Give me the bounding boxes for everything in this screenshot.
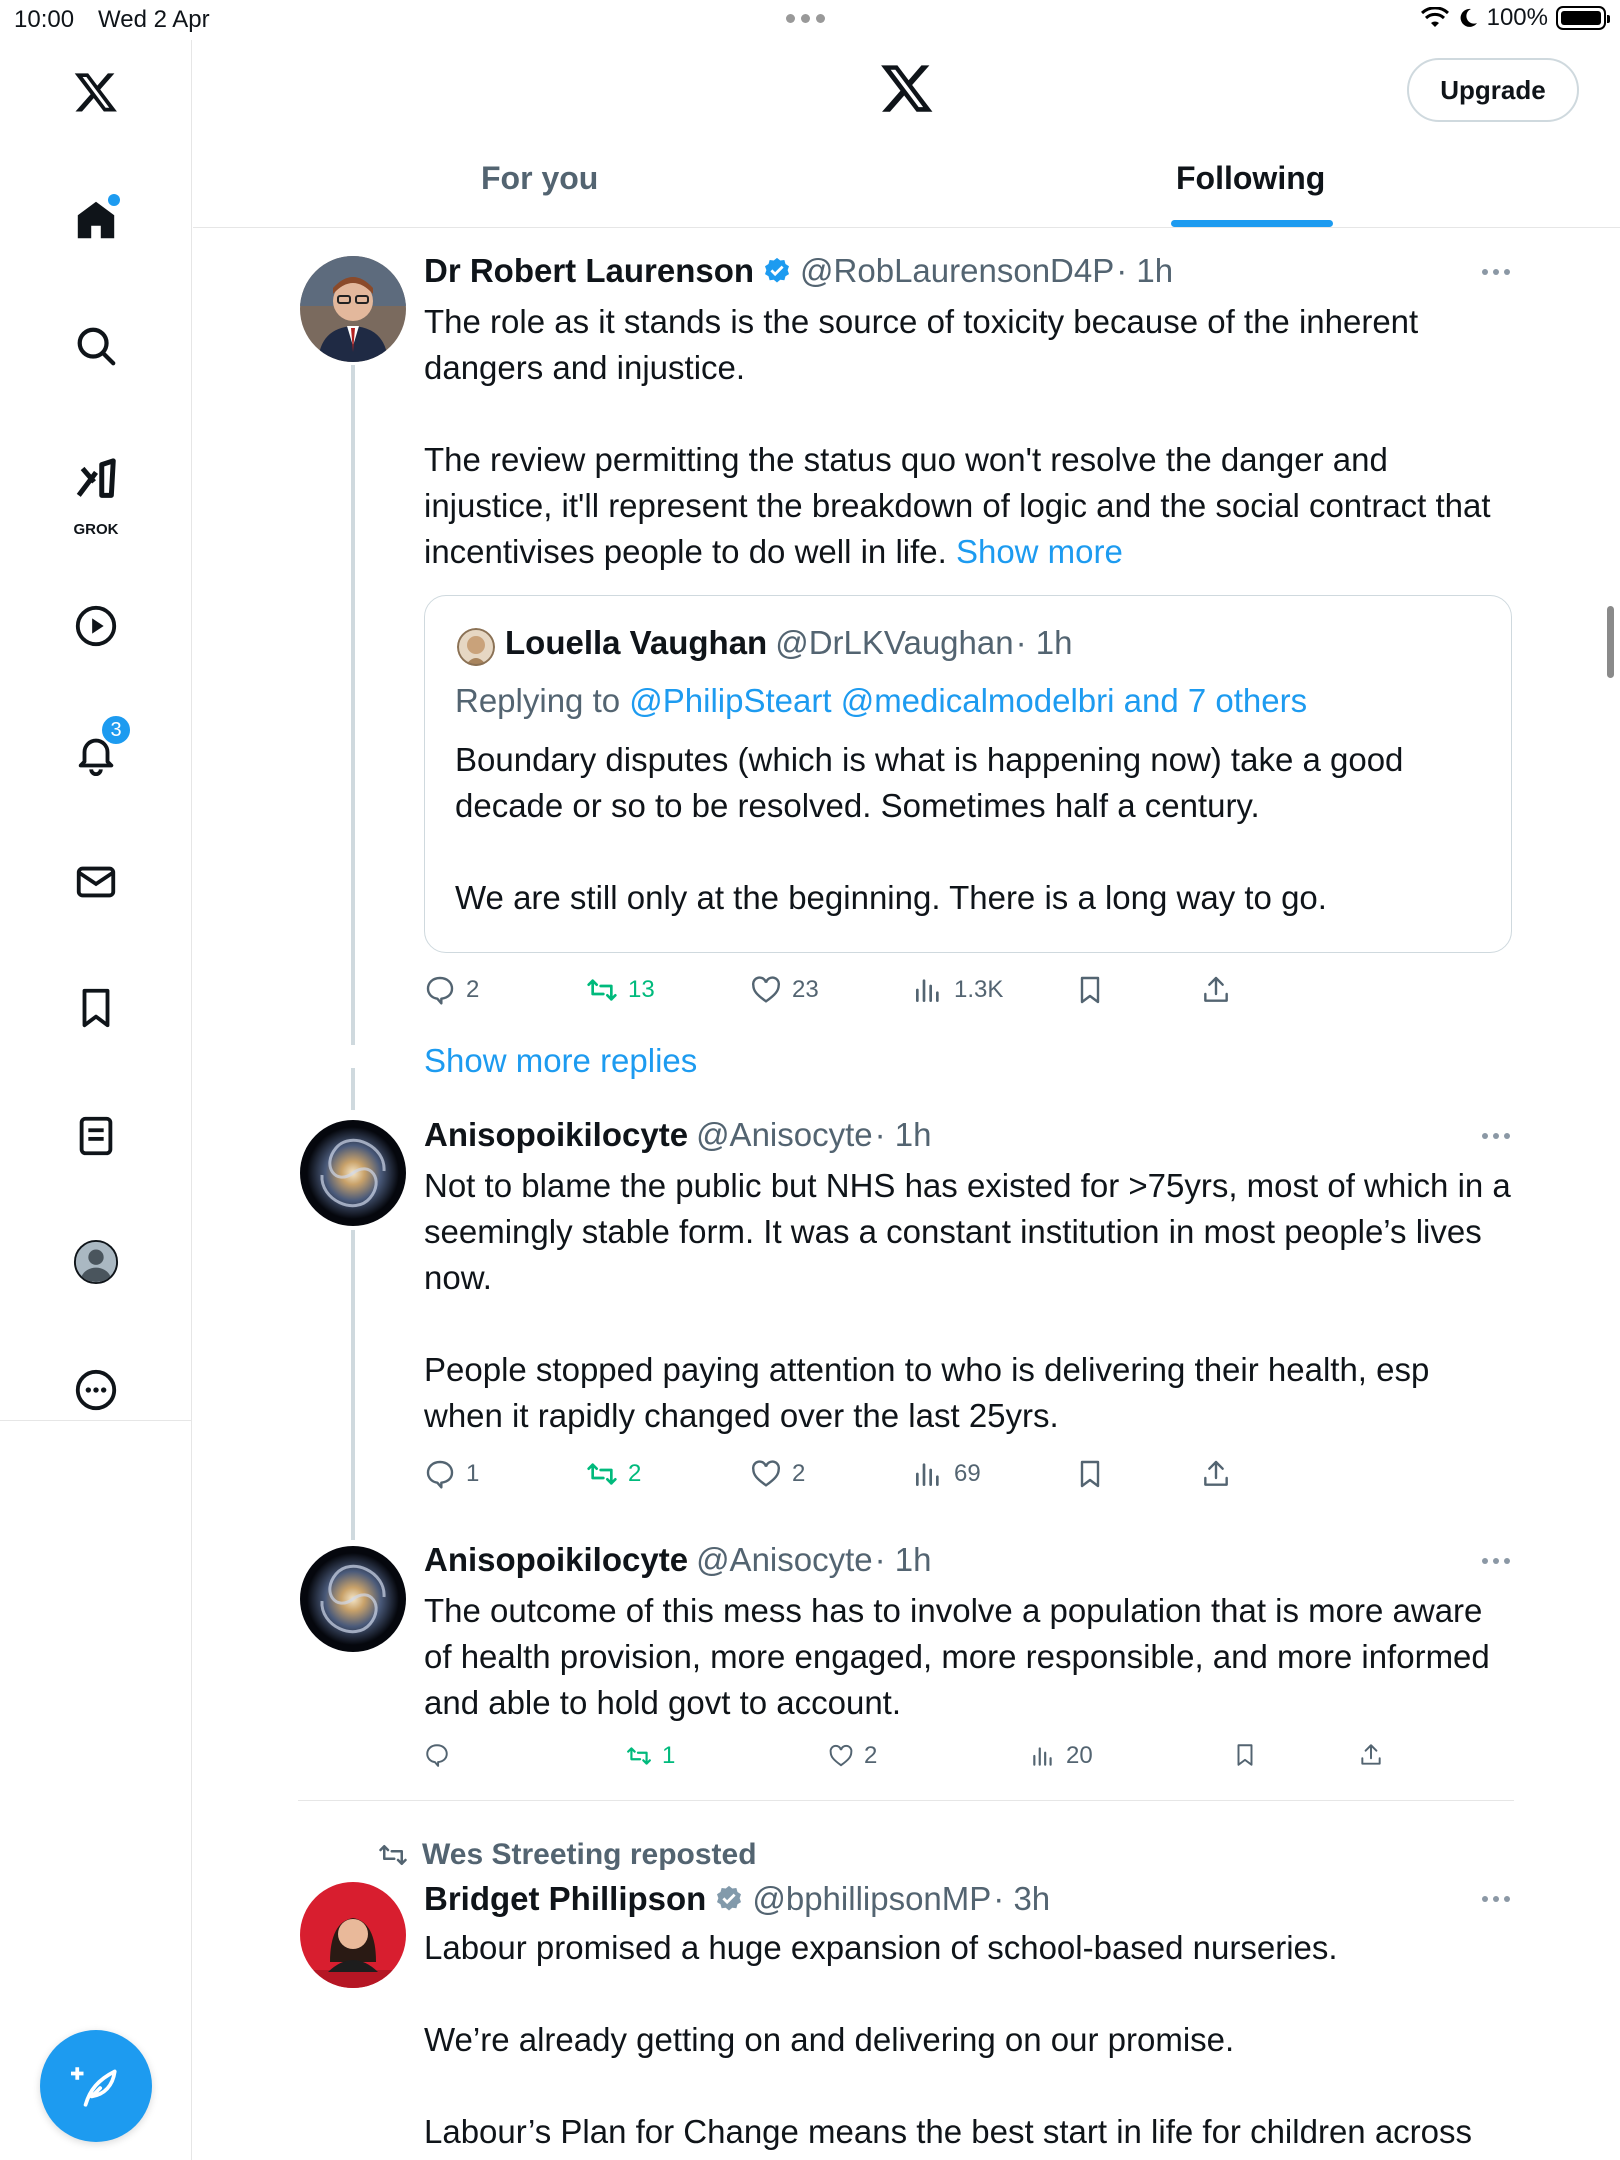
- reply-button[interactable]: [424, 974, 479, 1006]
- post-more-icon[interactable]: [1482, 269, 1510, 275]
- author-handle[interactable]: @bphillipsonMP: [752, 1880, 992, 1917]
- repost-count: 13: [628, 976, 655, 1003]
- grok-label: GROK: [73, 521, 119, 538]
- views-count: 20: [1066, 1742, 1093, 1769]
- views-button[interactable]: [912, 974, 1003, 1006]
- like-button[interactable]: [828, 1742, 877, 1770]
- thread-connector: [351, 1230, 355, 1540]
- like-count: 2: [792, 1460, 806, 1487]
- post-body: [424, 1925, 1514, 2155]
- avatar[interactable]: [300, 1882, 406, 1988]
- scrollbar-thumb[interactable]: [1607, 606, 1614, 678]
- author-name[interactable]: Anisopoikilocyte: [424, 1541, 689, 1578]
- post-paragraph: Not to blame the public but NHS has existed for >75yrs, most of which in a seemingly stable form. It was a constant institution in most people’s lives now.: [424, 1167, 1511, 1296]
- repost-icon: [586, 974, 618, 1006]
- heart-icon: [750, 1458, 782, 1490]
- post-divider: [298, 1800, 1514, 1801]
- post-time: · 1h: [1015, 624, 1073, 661]
- avatar[interactable]: [300, 1546, 406, 1652]
- battery-percent: 100%: [1486, 4, 1548, 31]
- thread-connector: [351, 365, 355, 1045]
- quote-body: [455, 737, 1495, 921]
- verified-badge-icon: [714, 1884, 744, 1914]
- views-count: 1.3K: [954, 976, 1004, 1003]
- tab-following[interactable]: Following: [1176, 160, 1326, 196]
- post-time: · 1h: [1116, 252, 1174, 289]
- quoted-post[interactable]: [424, 595, 1512, 953]
- author-handle[interactable]: @Anisocyte: [696, 1541, 873, 1578]
- like-count: 23: [792, 976, 819, 1003]
- repost-icon: [626, 1743, 652, 1769]
- post-paragraph: People stopped paying attention to who is delivering their health, esp when it rapidly changed over the last 25yrs.: [424, 1351, 1430, 1434]
- feather-plus-icon: [71, 2061, 121, 2111]
- like-count: 2: [864, 1742, 878, 1769]
- post-paragraph: The outcome of this mess has to involve a population that is more aware of health provision, more engaged, more responsible, and more informed and able to hold govt to account.: [424, 1592, 1490, 1721]
- reply-icon: [424, 974, 456, 1006]
- verified-badge-icon: [762, 256, 792, 286]
- author-handle: @DrLKVaughan: [775, 624, 1014, 661]
- post-time: · 1h: [874, 1116, 932, 1153]
- post-paragraph: We’re already getting on and delivering on our promise.: [424, 2021, 1235, 2058]
- post-body: [424, 1163, 1514, 1439]
- post-header: [424, 1116, 932, 1154]
- bookmark-icon: [1074, 974, 1106, 1006]
- avatar[interactable]: [300, 1120, 406, 1226]
- share-icon: [1200, 974, 1232, 1006]
- heart-icon: [750, 974, 782, 1006]
- reply-count: 1: [466, 1460, 480, 1487]
- views-chart-icon: [912, 974, 944, 1006]
- like-button[interactable]: [750, 974, 819, 1006]
- views-count: 69: [954, 1460, 981, 1487]
- views-button[interactable]: [1030, 1742, 1093, 1770]
- bookmark-button[interactable]: [1232, 1742, 1258, 1768]
- author-handle[interactable]: @RobLaurensonD4P: [800, 252, 1115, 289]
- like-button[interactable]: [750, 1458, 805, 1490]
- status-date: Wed 2 Apr: [98, 6, 210, 33]
- share-icon: [1200, 1458, 1232, 1490]
- reply-icon: [424, 1458, 456, 1490]
- post-more-icon[interactable]: [1482, 1133, 1510, 1139]
- upgrade-button[interactable]: Upgrade: [1407, 58, 1579, 122]
- post-header: [424, 1880, 1050, 1918]
- post-header: [424, 1541, 932, 1579]
- post-body: [424, 299, 1514, 575]
- post-paragraph: We are still only at the beginning. There is a long way to go.: [455, 879, 1327, 916]
- notifications-badge: 3: [100, 714, 132, 746]
- repost-button[interactable]: [586, 1458, 641, 1490]
- repost-indicator[interactable]: [378, 1838, 757, 1872]
- thread-connector: [351, 1068, 355, 1110]
- author-name: Louella Vaughan: [505, 624, 768, 661]
- share-button[interactable]: [1200, 1458, 1232, 1490]
- post-time: · 1h: [874, 1541, 932, 1578]
- views-button[interactable]: [912, 1458, 981, 1490]
- repost-count: 2: [628, 1460, 642, 1487]
- repost-icon: [586, 1458, 618, 1490]
- author-handle[interactable]: @Anisocyte: [696, 1116, 873, 1153]
- heart-icon: [828, 1743, 854, 1769]
- avatar: [457, 628, 495, 666]
- tab-for-you[interactable]: For you: [481, 160, 599, 196]
- post-more-icon[interactable]: [1482, 1558, 1510, 1564]
- post-time: · 3h: [993, 1880, 1051, 1917]
- post-more-icon[interactable]: [1482, 1896, 1510, 1902]
- post-paragraph: Boundary disputes (which is what is happening now) take a good decade or so to be resolved. Sometimes half a century.: [455, 741, 1404, 824]
- status-time: 10:00: [14, 6, 75, 33]
- repost-count: 1: [662, 1742, 676, 1769]
- reply-icon: [424, 1742, 450, 1768]
- reply-button[interactable]: [424, 1458, 479, 1490]
- author-name[interactable]: Bridget Phillipson: [424, 1880, 707, 1917]
- views-chart-icon: [912, 1458, 944, 1490]
- reposted-by: Wes Streeting reposted: [422, 1838, 757, 1871]
- bookmark-icon: [1232, 1742, 1258, 1768]
- share-icon: [1358, 1742, 1384, 1768]
- post-header: [424, 252, 1173, 290]
- quote-header: [505, 624, 1072, 662]
- show-more-link[interactable]: Show more: [955, 533, 1123, 570]
- compose-post-button[interactable]: [40, 2030, 152, 2142]
- bookmark-button[interactable]: [1074, 974, 1106, 1006]
- repost-icon: [378, 1840, 408, 1870]
- bookmark-icon: [1074, 1458, 1106, 1490]
- post-body: [424, 1588, 1514, 1726]
- views-chart-icon: [1030, 1743, 1056, 1769]
- reply-button[interactable]: [424, 1742, 460, 1768]
- bookmark-button[interactable]: [1074, 1458, 1106, 1490]
- avatar[interactable]: [300, 256, 406, 362]
- post-paragraph: The role as it stands is the source of toxicity because of the inherent dangers and injustice.: [424, 303, 1419, 386]
- post-paragraph: Labour promised a huge expansion of school-based nurseries.: [424, 1929, 1338, 1966]
- post-paragraph: The review permitting the status quo won't resolve the danger and injustice, it'll represent the breakdown of logic and the social contract that incentivises people to do well in life. Show more: [424, 441, 1491, 570]
- repost-button[interactable]: [586, 974, 655, 1006]
- author-name[interactable]: Dr Robert Laurenson: [424, 252, 755, 289]
- show-more-replies-link[interactable]: Show more replies: [424, 1042, 698, 1079]
- replying-to: Replying to @PhilipSteart @medicalmodelbri and 7 others: [455, 682, 1308, 719]
- author-name[interactable]: Anisopoikilocyte: [424, 1116, 689, 1153]
- share-button[interactable]: [1358, 1742, 1384, 1768]
- share-button[interactable]: [1200, 974, 1232, 1006]
- repost-button[interactable]: [626, 1742, 675, 1770]
- reply-count: 2: [466, 976, 480, 1003]
- replying-to-links[interactable]: @PhilipSteart @medicalmodelbri and 7 others: [629, 682, 1308, 719]
- post-paragraph: Labour’s Plan for Change means the best start in life for children across: [424, 2113, 1473, 2150]
